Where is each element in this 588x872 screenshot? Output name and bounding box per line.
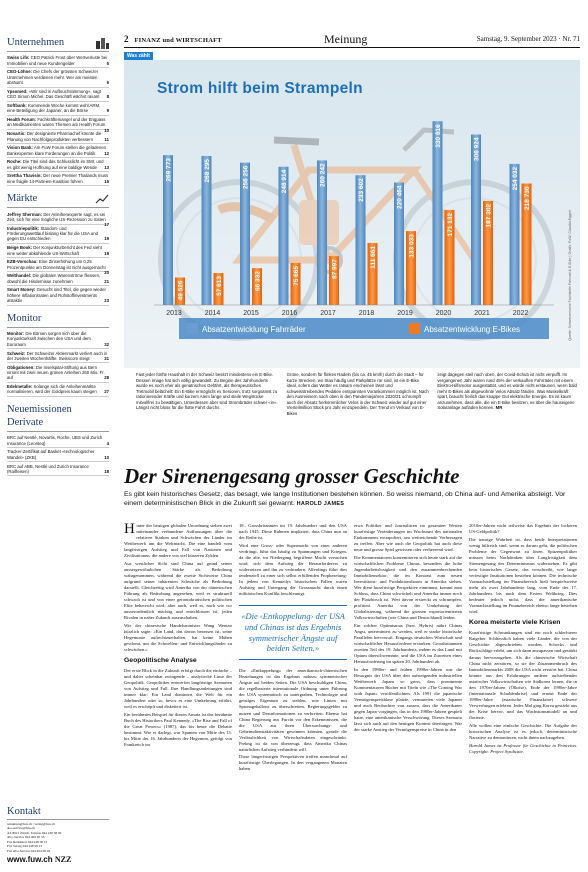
caption-col-3-text: zeigt dagegen steil nach oben, der Covid-Schub ist nicht verpufft. Im vergangenen Jahr waren rund 45% der verkauften Fahrräder mit einem Elektro-Hilfsmotor ausgestattet, und es würde nicht erstaunen, wenn bald mehr E-Bikes als altgewohnte Velos Absatz fänden. Was Muskelkraft spart, braucht freilich das knappe Gut elektrische Energie. Es ist kaum anzunehmen, dass alle, die ein E-Bike besitzen, es über die hauseigene Solaranlage aufladen können.	[437, 372, 577, 411]
teaser-text: Tracker-Zertifikat auf Basket «technologischer Wandel» (ZKB)	[7, 449, 95, 460]
contact-line: Abo-Service 044 404 65 55	[7, 835, 45, 840]
sidebar-section-title	[7, 312, 109, 325]
sidebar-teaser[interactable]	[7, 116, 109, 133]
contact-title-label: Kontakt	[7, 806, 41, 817]
value-label-ebike: 49 526	[177, 280, 185, 301]
website-url: www.fuw.ch	[7, 854, 53, 864]
value-label-ebike: 133 033	[408, 234, 416, 258]
teaser-lead: Srettha Thavisin:	[7, 173, 42, 179]
value-label-ebike: 66 332	[254, 271, 262, 292]
article-paragraph: Die Kommentatoren konzentrieren sich heute stark auf die wirtschaftlichen Probleme Chinas, besonders die hohe Jugendarbeitslosigkeit und den zusammenbrechenden Immobiliensektor, die im Kontrast zum neuen Investitions- und Produktionsboom in Amerika stehen. Wer diese kurzfristige Perspektive einnimmt, kommt zum Schluss, dass China schwächelt und Amerika immer noch der Platzhirsch ist. Wert davon erstreckt zu schrumpfen, profitiert Amerika von der Umkehrung der Globalisierung, während die grossen exportorientierten Volkswirtschaften (wie China und Deutschland) leiden.	[354, 554, 462, 621]
teaser-lead: Jeffrey Sherman:	[7, 211, 43, 217]
teaser-text: Der Anleihenexperte sagt, es sei Zeit, sich für eine mögliche US-Rezession zu rüsten	[7, 211, 106, 222]
sidebar-teaser[interactable]	[7, 225, 109, 244]
teaser-text: Gesucht sind Titel, die gegen wieder höhere Inflationsraten und Rohstoffinvestments attraktiv	[7, 287, 106, 304]
article-paragraph: Ein solcher Optimismus (bzw. Hybris) nährt Chinas Angst, unterminiert zu werden, weil er starke historische Parallelen hervorruft. Eingangs deutschen Wirtschaft und wirtschaftlicher Herausforderer erstarken: Grossbritannien zweiten Teil des 19. Jahrhunderts, indem es das Land mit Opium überschwemmte, und die USA im Zuweiten eines Herausforderung im späten 20. Jahrhundert ab.	[354, 622, 462, 665]
sidebar-teaser[interactable]	[7, 383, 109, 397]
sidebar-teaser[interactable]	[7, 258, 109, 275]
value-label-ebike: 218 730	[524, 186, 531, 210]
caption-col-1: Fast jeder fünfte Haushalt in der Schweiz besitzt mindestens ein E-Bike. Dessen Image hat sich völlig gewandelt. Zu Beginn des Jahrhunderts wurde es noch eher als geriatrisches Gefährt, als therapeutisches Tretmobil belächelt: Ein E-Bike ermöglicht es Senioren, trotz sorgsamst zu rationierender Kräfte und kurzem Atem lange und steile Wegstücke mitvollfrei zu bewältigen. Unterdessen aber sind Strombräder schwer «in». Längst nicht bloss für die flotte Fahrt durchs	[136, 372, 278, 411]
contact-line: Fax Redaktion 044 248 58 15	[7, 839, 48, 844]
chart-icon	[95, 193, 109, 205]
teaser-lead: Edelmetalle:	[7, 384, 33, 390]
graphic-caption	[136, 372, 580, 417]
teaser-text: CEO Patrick Frost über Wertverluste bei Immobilien und neue Kundengelder	[7, 55, 108, 66]
teaser-text: Der neue Premier Thailands muss eine fragile 14-Parteien-Koalition führen	[7, 173, 109, 184]
contact-line: AZ 8021 Zürich, Telefon 044 248 58 00	[7, 830, 62, 835]
sidebar-divider	[7, 51, 109, 52]
section-title: Meinung	[324, 32, 368, 46]
value-label-ebike: 57 613	[216, 275, 223, 296]
article-paragraph: Ein berühmtes Beispiel für diesen Ansatz ist das berühmte Buch des Historikers Paul Kennedy, «The Rise and Fall of the Great Powers» (1987), das bis heute die Debatte bestimmt. Wie er darlegt, war Spanien von Mitte des 15. bis Mitte des 16. Jahrhunderts der Hegemon, gefolgt von Frankreich im	[124, 711, 232, 748]
sidebar-teaser[interactable]	[7, 434, 109, 448]
teaser-lead: Beige Book:	[7, 245, 33, 251]
sidebar-teaser[interactable]	[7, 172, 109, 186]
teaser-lead: Roche:	[7, 159, 22, 165]
sidebar-divider	[7, 207, 109, 208]
teaser-lead: Vision Bank:	[7, 145, 33, 151]
teaser-page: 4	[106, 440, 109, 446]
article-paragraph: 2010er-Jahren nicht teilweise das Ergebnis der lockeren US-Geldpolitik?	[469, 523, 577, 535]
teaser-text: Standort- und Förderungswettlauf bislang klar für die USA und gegen EU entschieden	[7, 225, 99, 242]
x-tick-label: 2019	[397, 310, 413, 317]
article-column-1	[124, 523, 232, 872]
teaser-lead: EZB-Vorschau:	[7, 259, 38, 265]
sidebar-divider	[7, 819, 109, 820]
article-paragraph: Hinter der heutigen globalen Unordnung stehen zwei miteinander verbundene Auffassungen über die relativen Stärken und Schwächen der Länder im Wettbewerb um die Weltmacht. Die eine handelt vom langfristigen Aufstieg und Fall von Nationen und Zivilisationen, die andere von viel kürzeren Zyklen.	[124, 521, 232, 559]
teaser-lead: Monitor:	[7, 331, 25, 337]
x-tick-label: 2021	[474, 310, 490, 317]
teaser-text: BRC auf Nestlé, Novartis, Roche, UBS und Zurich Insurance (Leonteq)	[7, 435, 103, 446]
sidebar-teaser[interactable]	[7, 54, 109, 68]
sidebar-teaser[interactable]	[7, 244, 109, 258]
teaser-page: 21	[104, 278, 109, 284]
teaser-page: 19	[104, 250, 109, 256]
sidebar-teaser[interactable]	[7, 286, 109, 305]
teaser-text: Die Chefs der grössten Schweizer Unternehmen verdienen mehr. Wer am meisten abräumt	[7, 69, 99, 86]
teaser-text: Der Schweizer Aktienmarkt verliert auch in der zweiten Wochenhälfte. Swisscom steigt	[7, 350, 108, 361]
article-column-4	[469, 523, 577, 872]
teaser-text: Der designierte Pharmachef könnte die Planung von Nachfolgeprodukten verbessern	[7, 131, 102, 142]
chart-source: Quelle: Schweizerische Fachstelle Fahrrad & E-Bike | Grafik: FuW, Claudia Eggerl	[568, 210, 572, 341]
sidebar-section-label: Unternehmen	[7, 37, 65, 48]
value-label-velo: 269 773	[165, 158, 173, 182]
teaser-page: 10	[104, 127, 109, 133]
value-label-ebike: 171 132	[447, 212, 454, 237]
bar-velo-2020	[433, 121, 443, 305]
article-paragraph: In den 1980er- und frühen 1990er-Jahren war die Besorgnis der USA über den aufsteigenden industriellen Wettbewerb Japans so gross, dass prominente Kommentatoren Bücher mit Titeln wie «The Coming War with Japan» veröffentlichten. Als 1991 die japanische Vermögenspreisblase platzte, vermuteten viele Japaner und auch Beobachter von aussen, dass die Amerikaner gegen Japan vorgingen, das in den 1980er-Jahren gespielt hatte, eine amerikanische Verschwörung. Dieses Szenario lässt sich auch auf den heutigen Kontext übertragen. War der starke Anstieg der Vermögenspreise in China in den	[354, 666, 462, 733]
article-paragraph: Wie der chinesische Handelsminister Wang Wentao kürzlich sagte: «Ein Land, das davon besessen ist, seine Hegemonie aufrechtzuerhalten, hat keine Mühen gescheut, um die Schwellen- und Entwicklungsländer zu schwächen.»	[124, 622, 232, 653]
teaser-page: 12	[104, 150, 109, 156]
value-label-velo: 254 032	[512, 166, 519, 191]
sidebar-teaser[interactable]	[7, 68, 109, 87]
x-tick-label: 2020	[435, 310, 452, 317]
article-body	[124, 523, 580, 872]
website-link[interactable]	[7, 855, 109, 864]
sidebar-section-label: Monitor	[7, 312, 42, 324]
sidebar-teaser[interactable]	[7, 102, 109, 116]
sidebar-section-label: Märkte	[7, 193, 38, 205]
article-paragraph: Aus westlicher Sicht sind China auf grund seiner aussergewöhnlichen Stärke als Bedrohung wahrgenommen, während die zweite Sichtweise China aufgrund seiner inhärenten Schwäche als Bedrohung darstellt. Gleichzeitig wird Amerika von der chinesischen Führung als Bedrohung angesehen, weil es strukturell schwach ist und von einer gerontokratischen politischen Elite beherrscht wird; aber auch, weil es, nach wie vor ausserordentlich mächtig und entschlossen ist, jeden Rivalen in naher Zukunft auszuschalten.	[124, 560, 232, 621]
sidebar-divider	[7, 431, 109, 432]
teaser-text: Eine Zinserhöhung um 0,25 Prozentpunkte am Donnerstag ist nicht ausgemacht	[7, 259, 106, 270]
caption-author: MR	[495, 405, 503, 411]
teaser-page: 13	[104, 164, 109, 170]
x-tick-label: 2013	[166, 310, 182, 317]
article-column-3	[354, 523, 462, 872]
value-label-ebike: 187 302	[485, 203, 493, 228]
legend	[179, 318, 549, 339]
teaser-text: Die Inselspital-Stiftung aus Bern nimmt mit zwei neuen grünen Anleihen 260 Mio. Fr. auf	[7, 364, 105, 381]
x-tick-label: 2018	[358, 310, 375, 317]
sidebar-teaser[interactable]	[7, 462, 109, 476]
contact-line: redaktion@fuw.ch | verlag@fuw.ch	[7, 822, 56, 826]
article-paragraph: etwa Politiker und Journalisten im gesamten Westen kurzfristige Veränderungen im Wachstum des nationalen Einkommens extrapoliert, um weitreichende Vorhersagen zu treffen. Aber wie auch die Geopolitik hat auch diese neue und grosse Spiel gewissen oder verheerend wird.	[354, 523, 462, 553]
teaser-text: Am FuW Forum stellen die geladenen Bankexperten klare Forderungen an die Politik	[7, 145, 107, 156]
teaser-page: 31	[104, 355, 109, 361]
teaser-lead: CEO-Löhne:	[7, 69, 33, 75]
value-label-ebike: 111 661	[370, 245, 377, 269]
pull-quote: «Die ‹Entkoppelung› der USA und Chinas ist das Ergebnis symmetrischer Ängste auf beiden Seiten.»	[239, 605, 347, 660]
chart-title: Strom hilft beim Strampeln	[157, 80, 363, 97]
contact-block	[7, 806, 109, 864]
teaser-page: 20	[104, 270, 109, 275]
sidebar-teaser[interactable]	[7, 144, 109, 158]
sidebar-section-title	[7, 192, 109, 205]
sidebar-teaser[interactable]	[7, 272, 109, 286]
sidebar-section-label: Neuemissionen Derivate	[7, 403, 72, 429]
sidebar-teaser[interactable]	[7, 363, 109, 382]
teaser-page: 6	[106, 80, 109, 86]
x-tick-label: 2016	[281, 310, 298, 317]
teaser-text: Die Börsen sorgen sich über die Konjunkturkraft zwischen den USA und dem Euroraum	[7, 331, 91, 347]
nzz-logo: NZZ	[54, 854, 72, 864]
article-paragraph: Der erste Blick in die Zukunft erfolgt durch die einfache – und daher scheinbar zwingende – analytische Linse der Geopolitik. Geopolitiker entwerfen langfristige Szenarien von Aufstieg und Fall. Ihre Handlungsanleitungen sind immer klar: Ein Land dominiert die Welt für ein Jahrhundert oder so, bevor es eine Umkehrung erfährt, weil es erschöpft und disketiert ist.	[124, 668, 232, 710]
teaser-page: 10	[104, 454, 109, 460]
x-tick-label: 2022	[512, 310, 529, 317]
article-paragraph: Die «Entkoppelung» der amerikanisch-chinesischen Beziehungen ist das Ergebnis nahezu symmetrischer Ängste auf beiden Seiten. Die USA beschuldigen China, die regelbasierte internationale Ordnung unter Führung der USA systematisch zu untergraben, Technologie und geistiges Eigentum zu stehlen, rote Linien mit Spionageballons zu überschreiten, Regierungsgelder zu nutzen und Desinformationen zu verbreiten. Ebenso hat China Regierung aus Furcht vor den Erkenntnissen, die die USA aus ihren Überwachungs- und Geheimdienstaktivitäten gewinnen könnten, gerade die Verlässlichkeit von Wirtschaftsdaten eingeschränkt. Prekng ist da von überzeugt, dass Amerika Chinas natürlichen Aufstieg verhindern will.	[239, 668, 347, 752]
value-label-velo: 233 602	[358, 178, 365, 202]
legend-label-velo: Absatzentwicklung Fahrräder	[202, 325, 306, 334]
value-label-velo: 248 914	[281, 169, 288, 194]
teaser-page: 28	[104, 375, 109, 381]
article-paragraph: Die traurige Wahrheit ist, dass beide Interpretationen wenig hilfreich sind, wenn es darum geht, die politischen Probleme der Gegenwart zu lösen. Spitzenpolitiker müssen beim Nachdenken über Langfristigkeit dem Sirenengesang des Determinismus widerstehen. Es gibt kein historisches Gesetz, das vorschreibt, wie lange verfestigte Institutionen bestehen können. Die technische Vormachtstellung im Finanzbereich hielt beispielsweise mehr als zwei Jahrhunderte lang, vom Ende des 17. Jahrhunderts bis nach dem Ersten Weltkrieg. Dies bedeutet jedoch nicht, dass die amerikanische Vormachtstellung im Finanzbereich ebenso lange bestehen wird.	[469, 536, 577, 615]
page-header	[124, 34, 580, 48]
teaser-page: 15	[104, 178, 109, 184]
sidebar	[0, 30, 112, 872]
author-bio: Harold James ist Professor für Geschichte in Princeton. Copyright: Project Syndicate.	[469, 742, 577, 754]
teaser-page: 18	[104, 468, 109, 474]
sidebar-teaser[interactable]	[7, 127, 109, 144]
value-label-velo: 260 242	[319, 163, 327, 187]
teaser-text: Der Konjunkturbericht des Fed sieht eine weiter abkühlende US-Wirtschaft	[7, 245, 102, 256]
sidebar-teaser[interactable]	[7, 88, 109, 102]
article-paragraph: Alle wollen eine einfache Geschichte. Die Aufgabe der historischen Analyse ist es jedoch, deterministische Narrative zu demontieren, nicht ihnen nachzugehen.	[469, 722, 577, 740]
article-paragraph: Wird eine Gross- oder Supermacht von einer anderen verdrängt, führt das häufig zu Spannungen und Kriegen, da die alte, im Niedergang begriffene Macht versuchen wird, sich dem Aufstieg der Herausforderers zu widersetzen und ihn zu verhindern. Allerdings führt dies tendenziell zu einer sich selbst erfüllenden Prophezeiung: In jedem von Kennedys historischen Fällen waren Aufstieg und Untergang der Grossmacht durch einen militärischen Konflikt beschleunigt.	[239, 542, 347, 597]
article-paragraph: 18., Grossbritannien im 19. Jahrhundert und den USA nach 1945. Diese Rahmen impliziert, dass China nun an der Reihe ist.	[239, 523, 347, 541]
teaser-page: 17	[104, 222, 109, 228]
x-tick-label: 2017	[320, 310, 336, 317]
article-paragraph: Kurzfristige Schwankungen sind ein noch schlechterer Ratgeber. Schliesslich haben viele Länder, die von der Geschichte abgeschrieben wurden, Schocks und Rückschläge erlebt, um sich dann anzupassen und gestärkt daraus hervorzugehen. Als die chinesische Wirtschaft China nicht zerstören, so sie der Zusammenbruch des Immobilienmarkts 2008 die USA nicht zerstört hat. China könnte aus den Erfahrungen anderer aufstrebender asiatischer Volkswirtschaften wie Südkorea lernen, die in den 1970er-Jahren (Ölkrise), Ende der 1990er-Jahre (internationale Schuldenkrise) und erneut Ende der 1990er-Jahre (asiatische Finanzkrise) schwere Verwerfungen erlebten. Jedes Mal ging Korea gestärkt aus der Krise hervor, und das Wachstumsmodell an und florierte.	[469, 630, 577, 721]
was-zaehlt-badge: Was zählt	[124, 52, 153, 60]
article-headline: Der Sirenengesang grosser Geschichte	[124, 464, 460, 488]
bar-chart	[124, 60, 580, 368]
legend-swatch-velo	[187, 323, 198, 334]
teaser-lead: Ypsomed:	[7, 88, 28, 94]
teaser-lead: Industriepolitik:	[7, 225, 40, 231]
article-subhead: Geopolitische Analyse	[124, 657, 197, 665]
sidebar-teaser[interactable]	[7, 349, 109, 363]
contact-line: Fax Verlag 044 248 58 15	[7, 844, 43, 849]
buildings-icon	[95, 37, 109, 49]
newspaper-brand: FINANZ und WIRTSCHAFT	[134, 37, 222, 44]
teaser-lead: Schweiz:	[7, 350, 26, 356]
teaser-text: Fachkräftemangel und der Engpass an Medikamenten waren Themen am Health Forum	[7, 117, 106, 128]
sidebar-teaser[interactable]	[7, 330, 109, 349]
teaser-text: Solange sich die Anleihenmärkte normalisieren, wird der Goldpreis kaum steigen	[7, 384, 97, 395]
teaser-page: 19	[104, 236, 109, 242]
teaser-lead: Novartis:	[7, 131, 26, 137]
teaser-page: 5	[106, 60, 109, 66]
teaser-page: 32	[104, 341, 109, 347]
value-label-ebike: 75 665	[293, 265, 300, 286]
value-label-velo: 306 924	[473, 137, 481, 161]
contact-line: abo-service@fuw.ch	[7, 826, 35, 831]
teaser-text: Kommende Woche kommt wohl ARM, eine Beteiligung der Japaner, an die Börse	[7, 102, 101, 114]
teaser-page: 27	[104, 389, 109, 395]
article-lead	[124, 490, 580, 509]
author-tag: HAROLD JAMES	[296, 501, 345, 508]
teaser-lead: Welthandel:	[7, 273, 32, 279]
teaser-page: 9	[106, 108, 109, 114]
page-number: 2	[124, 34, 129, 44]
teaser-page: 11	[104, 136, 109, 142]
value-label-velo: 330 816	[435, 124, 442, 148]
x-tick-label: 2014	[204, 310, 221, 317]
value-label-ebike: 87 997	[331, 259, 339, 280]
teaser-text: «Wir sind in Aufbruchstimmung», sagt CEO Simon Michel. Das Geschäft wächst rasant	[7, 88, 101, 100]
teaser-text: BRC auf ABB, Nestlé und Zurich Insurance (Raiffeisen)	[7, 463, 89, 474]
contact-title	[7, 806, 109, 817]
value-label-velo: 268 295	[204, 158, 211, 183]
article-subhead: Korea meisterte viele Krisen	[469, 619, 561, 627]
teaser-lead: Health Forum:	[7, 117, 37, 123]
article-column-2	[239, 523, 347, 872]
legend-label-ebike: Absatzentwicklung E-Bikes	[424, 325, 521, 334]
teaser-page: 8	[106, 94, 109, 100]
teaser-text: Die Titel sind das Schlusslicht im SMI, und es gibt wenig Hoffnung auf eine baldige Wende	[7, 159, 104, 170]
caption-col-3	[437, 372, 580, 417]
value-label-velo: 256 256	[242, 165, 250, 190]
teaser-page: 23	[104, 298, 109, 304]
issue-date: Samstag, 9. September 2023 · Nr. 71	[476, 35, 580, 43]
legend-swatch-ebike	[409, 323, 420, 334]
caption-col-2: Grüne, sondern für flinkes Radeln (bis ca. 45 km/h) durch die Stadt – für kurze Strecken, wo Stau häufig und Parkplätze rar sind, ist ein E-Bike ideal, sofern das Wetter es ratsam erscheinen lässt und schweisstreibendes Pedalen entspannten Vorankommen möglich ist. Nach den Ausreissern nach oben in den Pandemiejahren 2020/21 schrumpft auch der Absatz herkömmlicher Velos in der Schweiz wieder auf gut einer Vierteilmillion Stück pro Jahr einzupendeln. Der Trend im Verkauf von E-Bikes	[286, 372, 429, 417]
teaser-lead: Obligationen:	[7, 364, 35, 370]
value-label-velo: 220 464	[396, 185, 404, 210]
sidebar-section-title	[7, 36, 109, 49]
teaser-text: Die globalen Warenströme fliessen, obwohl die Hindernisse zunehmen	[7, 273, 101, 284]
chart-graphic	[124, 60, 580, 368]
x-tick-label: 2015	[243, 310, 259, 317]
lead-text: Es gibt kein historisches Gesetz, das besagt, wie lange Institutionen bestehen können. So weiss niemand, ob China auf- und Amerika absteigt. Vor einem deterministischen Blick in die Zukunft sei gewarnt.	[124, 491, 566, 508]
contact-line: Fax Abo-Service 044 404 69 04	[7, 848, 51, 853]
sidebar-teaser[interactable]	[7, 448, 109, 462]
teaser-lead: Swiss Life:	[7, 55, 30, 61]
sidebar-divider	[7, 327, 109, 328]
teaser-lead: Smart Money:	[7, 287, 36, 293]
teaser-lead: Softbank:	[7, 102, 27, 108]
article-paragraph: Diese längerfristigen Perspektiven treffen manchmal auf kurzfristige Überlegungen. In den vergangenen Monaten haben	[239, 754, 347, 772]
sidebar-section-title	[7, 403, 109, 429]
sidebar-teaser[interactable]	[7, 158, 109, 172]
